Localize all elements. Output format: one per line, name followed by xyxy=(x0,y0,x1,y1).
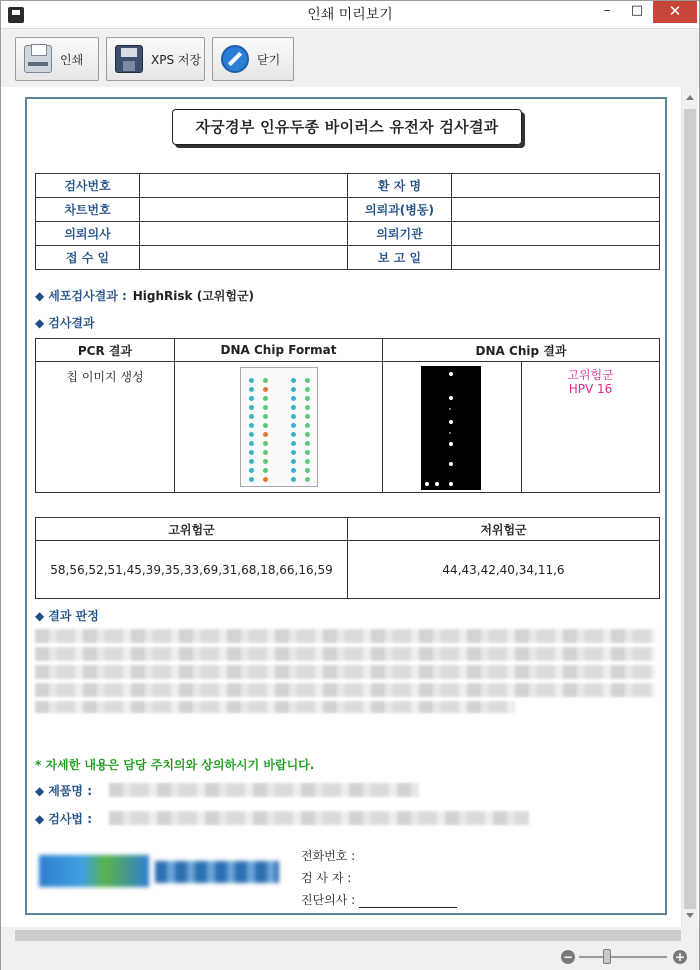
chip-spot xyxy=(263,432,268,437)
zoom-in-icon[interactable]: + xyxy=(674,950,686,964)
info-label: 환 자 명 xyxy=(348,174,452,198)
chip-spot xyxy=(305,441,310,446)
table-row xyxy=(36,174,660,198)
floppy-disk-icon xyxy=(115,45,143,73)
chip-spot xyxy=(263,387,268,392)
close-button-label: 닫기 xyxy=(257,52,281,67)
chip-spot xyxy=(263,468,268,473)
diamond-bullet-icon: ◆ xyxy=(35,812,45,826)
signature-line xyxy=(359,896,457,908)
info-label: 접 수 일 xyxy=(36,246,140,270)
info-label: 검사번호 xyxy=(36,174,140,198)
minimize-button[interactable]: – xyxy=(603,3,611,18)
info-value xyxy=(452,246,660,270)
chip-result-line-risk: 고위험군 xyxy=(567,368,614,382)
maximize-button[interactable]: □ xyxy=(630,3,644,18)
chip-format-cell xyxy=(175,362,383,493)
toolbar xyxy=(1,29,699,87)
chip-signal-spot xyxy=(449,462,453,466)
redacted-text xyxy=(35,701,515,713)
chip-spot xyxy=(291,414,296,419)
table-row xyxy=(36,518,660,541)
chip-image-cell xyxy=(383,362,522,493)
chip-spot xyxy=(249,423,254,428)
chip-signal-spot xyxy=(449,396,453,400)
chip-spot xyxy=(249,450,254,455)
info-label: 차트번호 xyxy=(36,198,140,222)
chip-signal-spot xyxy=(435,482,439,486)
chip-signal-spot xyxy=(425,482,429,486)
diamond-bullet-icon: ◆ xyxy=(35,316,45,330)
chip-spot xyxy=(291,450,296,455)
info-value xyxy=(140,222,348,246)
chip-spot xyxy=(291,477,296,482)
title-bar[interactable] xyxy=(1,1,699,29)
printer-icon xyxy=(24,45,52,73)
chip-spot xyxy=(291,441,296,446)
chip-spot xyxy=(249,405,254,410)
chip-spot xyxy=(249,432,254,437)
info-value xyxy=(452,174,660,198)
redacted-text xyxy=(35,629,655,643)
info-value xyxy=(452,198,660,222)
close-button[interactable] xyxy=(212,37,294,81)
chip-spot xyxy=(305,450,310,455)
low-risk-types: 44,43,42,40,34,11,6 xyxy=(348,541,660,599)
chip-signal-spot xyxy=(449,420,453,424)
status-bar xyxy=(1,944,699,970)
chip-spot xyxy=(305,378,310,383)
product-label: 제품명 : xyxy=(48,784,92,798)
chip-spot xyxy=(291,432,296,437)
vertical-scroll-thumb[interactable] xyxy=(684,109,696,909)
doctor-label: 진단의사 : xyxy=(301,893,356,907)
stop-icon xyxy=(221,45,249,73)
redacted-text xyxy=(35,683,655,697)
chip-spot xyxy=(263,405,268,410)
chip-spot xyxy=(263,414,268,419)
high-risk-types: 58,56,52,51,45,39,35,33,69,31,68,18,66,16,59 xyxy=(36,541,348,599)
chip-spot xyxy=(305,468,310,473)
chip-result-text xyxy=(522,362,659,396)
close-window-button[interactable]: ✕ xyxy=(653,1,697,23)
chip-signal-spot xyxy=(449,442,453,446)
company-logo xyxy=(39,851,279,891)
redacted-text xyxy=(35,647,655,661)
table-row xyxy=(36,339,660,362)
print-button[interactable] xyxy=(15,37,99,81)
chip-spot xyxy=(305,477,310,482)
risk-header-high: 고위험군 xyxy=(36,518,348,541)
zoom-out-icon[interactable]: − xyxy=(562,950,574,964)
method-line xyxy=(35,810,92,827)
chip-spot xyxy=(263,459,268,464)
cytology-label: 세포검사결과 : xyxy=(48,289,127,303)
scroll-up-icon[interactable] xyxy=(686,95,694,100)
table-row xyxy=(36,198,660,222)
print-button-label: 인쇄 xyxy=(60,52,84,67)
zoom-slider-thumb[interactable] xyxy=(603,949,611,964)
chip-spot xyxy=(249,477,254,482)
chip-spot xyxy=(305,396,310,401)
chip-signal-spot xyxy=(449,372,453,376)
chip-spot xyxy=(291,378,296,383)
chip-spot xyxy=(291,459,296,464)
chip-spot xyxy=(291,468,296,473)
dna-chip-format-image xyxy=(240,367,318,487)
table-row xyxy=(36,362,660,493)
zoom-slider-track[interactable] xyxy=(579,956,667,958)
phone-label: 전화번호 : xyxy=(301,849,356,863)
product-line xyxy=(35,782,92,799)
table-row xyxy=(36,541,660,599)
risk-group-table xyxy=(35,517,660,599)
table-row xyxy=(36,246,660,270)
info-label: 의뢰과(병동) xyxy=(348,198,452,222)
chip-signal-spot xyxy=(449,408,451,410)
cytology-result xyxy=(35,287,254,304)
diamond-bullet-icon: ◆ xyxy=(35,609,45,623)
chip-spot xyxy=(249,387,254,392)
chip-spot xyxy=(263,441,268,446)
diamond-bullet-icon: ◆ xyxy=(35,784,45,798)
save-xps-button[interactable] xyxy=(106,37,205,81)
info-label: 보 고 일 xyxy=(348,246,452,270)
chip-spot xyxy=(305,459,310,464)
chip-spot xyxy=(249,414,254,419)
chip-spot xyxy=(249,441,254,446)
chip-signal-spot xyxy=(449,482,453,486)
dna-chip-result-image xyxy=(421,366,481,490)
chip-spot xyxy=(263,396,268,401)
doctor-line xyxy=(301,891,457,908)
window-title: 인쇄 미리보기 xyxy=(307,7,393,23)
consult-note: * 자세한 내용은 담당 주치의와 상의하시기 바랍니다. xyxy=(35,758,315,772)
chip-spot xyxy=(249,396,254,401)
results-header-chip: DNA Chip 결과 xyxy=(383,339,660,362)
chip-spot xyxy=(291,396,296,401)
chip-spot xyxy=(305,432,310,437)
redacted-text xyxy=(109,783,419,797)
chip-spot xyxy=(263,477,268,482)
patient-info-table xyxy=(35,173,660,270)
judgement-section-header xyxy=(35,607,99,624)
chip-result-cell xyxy=(522,362,660,493)
diamond-bullet-icon: ◆ xyxy=(35,289,45,303)
info-label: 의뢰기관 xyxy=(348,222,452,246)
redacted-text xyxy=(109,811,529,825)
chip-spot xyxy=(291,423,296,428)
report-page xyxy=(25,97,667,915)
chip-spot xyxy=(291,405,296,410)
results-section-header xyxy=(35,314,95,331)
results-header-format: DNA Chip Format xyxy=(175,339,383,362)
cytology-value: HighRisk (고위험군) xyxy=(132,289,255,303)
chip-spot xyxy=(263,378,268,383)
horizontal-scroll-thumb[interactable] xyxy=(15,930,681,941)
horizontal-scrollbar[interactable] xyxy=(1,927,699,944)
chip-spot xyxy=(249,459,254,464)
info-value xyxy=(452,222,660,246)
vertical-scrollbar[interactable] xyxy=(681,87,698,927)
info-value xyxy=(140,246,348,270)
results-table xyxy=(35,338,660,493)
chip-spot xyxy=(305,387,310,392)
chip-spot xyxy=(249,468,254,473)
chip-spot xyxy=(263,423,268,428)
chip-spot xyxy=(291,387,296,392)
risk-header-low: 저위험군 xyxy=(348,518,660,541)
chip-result-line-type: HPV 16 xyxy=(568,382,613,396)
redacted-text xyxy=(35,665,655,679)
table-row xyxy=(36,222,660,246)
chip-spot xyxy=(249,378,254,383)
save-xps-button-label: XPS 저장 xyxy=(151,52,202,67)
chip-spot xyxy=(305,414,310,419)
report-title: 자궁경부 인유두종 바이러스 유전자 검사결과 xyxy=(172,109,522,145)
pcr-result-text: 칩 이미지 생성 xyxy=(66,370,144,384)
info-value xyxy=(140,174,348,198)
info-value xyxy=(140,198,348,222)
method-label: 검사법 : xyxy=(48,812,92,826)
judgement-label: 결과 판정 xyxy=(48,609,99,623)
results-section-label: 검사결과 xyxy=(48,316,95,330)
chip-spot xyxy=(305,405,310,410)
pcr-result-cell xyxy=(36,362,175,493)
chip-spot xyxy=(305,423,310,428)
chip-spot xyxy=(263,450,268,455)
results-header-pcr: PCR 결과 xyxy=(36,339,175,362)
info-label: 의뢰의사 xyxy=(36,222,140,246)
chip-signal-spot xyxy=(449,432,451,434)
examiner-label: 검 사 자 : xyxy=(301,871,352,885)
scroll-down-icon[interactable] xyxy=(686,913,694,918)
